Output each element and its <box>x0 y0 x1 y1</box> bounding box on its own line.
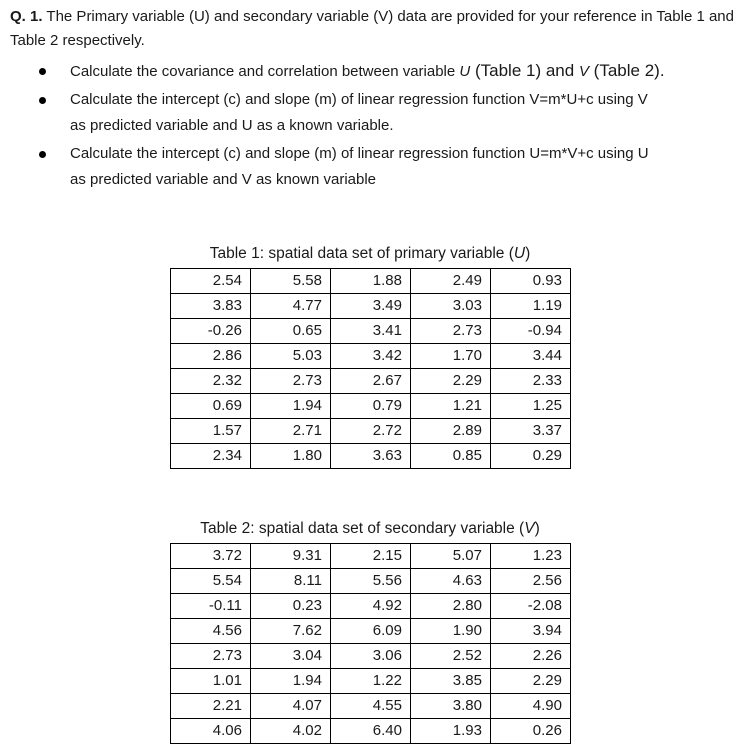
table-cell: -0.94 <box>491 319 571 344</box>
table-cell: 5.56 <box>331 569 411 594</box>
question-body: The Primary variable (U) and secondary variable (V) data are provided for your reference in Table 1 and Table 2 respectively. <box>10 8 734 49</box>
table-cell: 0.29 <box>491 444 571 469</box>
table-cell: 0.93 <box>491 269 571 294</box>
question-text <box>10 5 745 53</box>
table-cell: 1.70 <box>411 344 491 369</box>
table-cell: 2.73 <box>411 319 491 344</box>
table-cell: -0.26 <box>171 319 251 344</box>
table-row <box>171 319 571 344</box>
table-cell: 3.63 <box>331 444 411 469</box>
table-cell: 2.86 <box>171 344 251 369</box>
table-cell: 5.03 <box>251 344 331 369</box>
task-text: Calculate the intercept (c) and slope (m) of linear regression function U=m*V+c using U as predicted variable and V as known variable <box>70 145 649 188</box>
table-cell: 5.07 <box>411 544 491 569</box>
table-cell: 2.32 <box>171 369 251 394</box>
table-cell: 1.21 <box>411 394 491 419</box>
table-cell: 2.89 <box>411 419 491 444</box>
table-cell: 2.29 <box>411 369 491 394</box>
table-cell: 3.04 <box>251 644 331 669</box>
table-cell: 2.71 <box>251 419 331 444</box>
task-text: Calculate the intercept (c) and slope (m) of linear regression function V=m*U+c using V as predicted variable and U as a known variable. <box>70 91 648 134</box>
table-cell: 3.80 <box>411 694 491 719</box>
table-cell: 1.19 <box>491 294 571 319</box>
table1 <box>170 268 571 469</box>
table-cell: 1.23 <box>491 544 571 569</box>
table-cell: 6.40 <box>331 719 411 744</box>
table-cell: 5.54 <box>171 569 251 594</box>
table-cell: 3.83 <box>171 294 251 319</box>
question-number: Q. 1. <box>10 8 43 25</box>
table-cell: 2.26 <box>491 644 571 669</box>
table-cell: 4.56 <box>171 619 251 644</box>
table-row <box>171 344 571 369</box>
table-row <box>171 444 571 469</box>
table-cell: 3.44 <box>491 344 571 369</box>
table-cell: 1.22 <box>331 669 411 694</box>
table-row <box>171 594 571 619</box>
table-cell: 3.94 <box>491 619 571 644</box>
table-cell: 1.80 <box>251 444 331 469</box>
table-cell: 4.02 <box>251 719 331 744</box>
table-cell: 4.92 <box>331 594 411 619</box>
table-cell: 8.11 <box>251 569 331 594</box>
table-row <box>171 694 571 719</box>
table-row <box>171 269 571 294</box>
table-cell: 3.42 <box>331 344 411 369</box>
table-cell: 3.03 <box>411 294 491 319</box>
table-cell: 1.93 <box>411 719 491 744</box>
table-cell: 4.55 <box>331 694 411 719</box>
table-row <box>171 394 571 419</box>
table-cell: 2.29 <box>491 669 571 694</box>
table-cell: 2.73 <box>171 644 251 669</box>
table-cell: 6.09 <box>331 619 411 644</box>
table-cell: 2.67 <box>331 369 411 394</box>
table-row <box>171 719 571 744</box>
table-row <box>171 369 571 394</box>
table2-caption: Table 2: spatial data set of secondary variable (V) <box>200 520 540 537</box>
table-cell: 1.25 <box>491 394 571 419</box>
table-cell: 2.73 <box>251 369 331 394</box>
table-row <box>171 419 571 444</box>
table-cell: 1.94 <box>251 669 331 694</box>
table-cell: 2.72 <box>331 419 411 444</box>
table-row <box>171 644 571 669</box>
table-cell: 4.90 <box>491 694 571 719</box>
table-row <box>171 569 571 594</box>
table-cell: 3.49 <box>331 294 411 319</box>
bullet-icon <box>39 151 46 158</box>
table-cell: 0.79 <box>331 394 411 419</box>
table-cell: 4.63 <box>411 569 491 594</box>
bullet-icon <box>39 68 46 75</box>
table-cell: 7.62 <box>251 619 331 644</box>
table-row <box>171 294 571 319</box>
table-cell: 2.49 <box>411 269 491 294</box>
table-cell: 3.41 <box>331 319 411 344</box>
table-cell: 2.52 <box>411 644 491 669</box>
table-cell: 1.01 <box>171 669 251 694</box>
table-row <box>171 619 571 644</box>
table-cell: 2.34 <box>171 444 251 469</box>
task-text: Calculate the covariance and correlation between variable U (Table 1) and V (Table 2). <box>70 61 665 80</box>
table-cell: 0.65 <box>251 319 331 344</box>
table-cell: 2.33 <box>491 369 571 394</box>
table-cell: 1.88 <box>331 269 411 294</box>
table-cell: 0.26 <box>491 719 571 744</box>
table-cell: 1.94 <box>251 394 331 419</box>
table-cell: 3.37 <box>491 419 571 444</box>
table1-caption: Table 1: spatial data set of primary variable (U) <box>209 245 531 262</box>
table-cell: 2.56 <box>491 569 571 594</box>
table-cell: 0.23 <box>251 594 331 619</box>
table-cell: 2.54 <box>171 269 251 294</box>
table2 <box>170 543 571 744</box>
table-cell: 2.21 <box>171 694 251 719</box>
table-cell: 9.31 <box>251 544 331 569</box>
table-row <box>171 669 571 694</box>
table-cell: 4.06 <box>171 719 251 744</box>
table-cell: 1.57 <box>171 419 251 444</box>
table-cell: 3.72 <box>171 544 251 569</box>
table-cell: 3.85 <box>411 669 491 694</box>
table-cell: 0.69 <box>171 394 251 419</box>
table-cell: -0.11 <box>171 594 251 619</box>
bullet-icon <box>39 97 46 104</box>
table-cell: 2.15 <box>331 544 411 569</box>
table-cell: 3.06 <box>331 644 411 669</box>
table-row <box>171 544 571 569</box>
table-cell: 4.07 <box>251 694 331 719</box>
table-cell: 4.77 <box>251 294 331 319</box>
table-cell: 1.90 <box>411 619 491 644</box>
table-cell: 5.58 <box>251 269 331 294</box>
table-cell: -2.08 <box>491 594 571 619</box>
table-cell: 2.80 <box>411 594 491 619</box>
table-cell: 0.85 <box>411 444 491 469</box>
